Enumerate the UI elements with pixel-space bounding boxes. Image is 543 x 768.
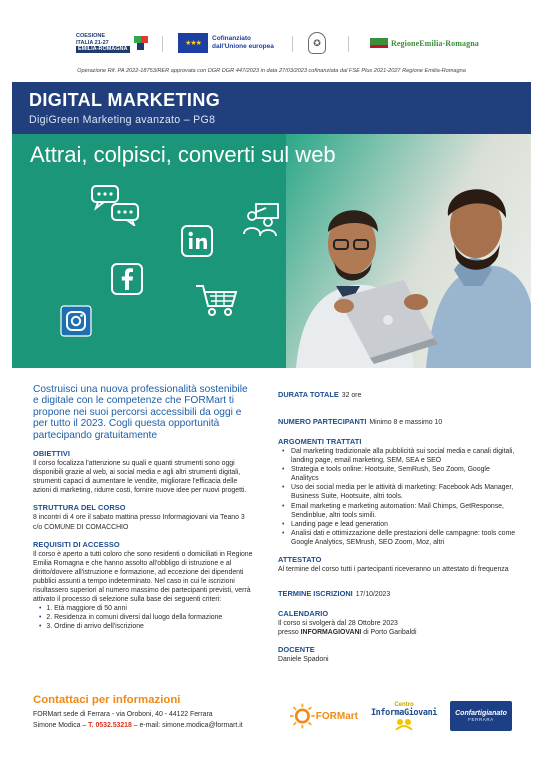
attestato-text: Al termine del corso tutti i partecipanti riceveranno un attestato di frequenza bbox=[278, 566, 509, 574]
list-item: • Landing page e lead generation bbox=[278, 520, 518, 529]
logo-divider bbox=[162, 36, 163, 52]
people-with-laptop-illustration bbox=[286, 174, 531, 368]
hero-tagline: Attrai, colpisci, converti sul web bbox=[30, 142, 336, 167]
operation-reference: Operazione Rif. PA 2022-18753/RER approvata con DGR DGR 447/2023 in data 27/03/2023 cofinanziata dal FSE Plus 2021-2027 Regione Emilia-Romagna bbox=[77, 68, 466, 74]
logo-bar bbox=[0, 0, 543, 62]
facebook-icon bbox=[110, 262, 144, 296]
shopping-cart-icon bbox=[194, 282, 240, 318]
contact-email[interactable]: – e-mail: simone.modica@formart.it bbox=[133, 722, 243, 729]
list-item: • Email marketing e marketing automation: Mail Chimps, GetResponse, Sendinblue, altri tools simili. bbox=[278, 502, 518, 520]
struttura-text: 8 incontri di 4 ore il sabato mattina presso Informagiovani via Teano 3 c/o COMUNE DI COMACCHIO bbox=[33, 514, 245, 531]
contact-phone[interactable]: T. 0532.53218 bbox=[88, 722, 132, 729]
confartigianato-wordmark: Confartigianato bbox=[455, 710, 507, 717]
formart-wordmark: FORMart bbox=[315, 710, 358, 722]
calendario-line-1: Il corso si svolgerà dal 28 Ottobre 2023 bbox=[278, 620, 398, 628]
coesione-line-1: COESIONE bbox=[76, 33, 106, 40]
right-column bbox=[278, 384, 518, 664]
informagiovani-logo bbox=[364, 696, 444, 736]
logo-divider bbox=[348, 36, 349, 52]
coesione-line-2: ITALIA 21-27 bbox=[76, 39, 109, 46]
hero-banner bbox=[12, 134, 531, 368]
requisiti-heading: REQUISITI DI ACCESSO bbox=[33, 539, 120, 549]
eu-flag-icon: ★★★ bbox=[178, 33, 208, 53]
course-title: DIGITAL MARKETING bbox=[29, 90, 221, 110]
informagiovani-figure-icon bbox=[394, 718, 414, 730]
logo-divider bbox=[292, 36, 293, 52]
informagiovani-wordmark: InformaGiovani bbox=[370, 708, 438, 718]
termine-value: 17/10/2023 bbox=[355, 591, 391, 599]
partecipanti-row bbox=[278, 411, 518, 429]
partecipanti-value: Minimo 8 e massimo 10 bbox=[369, 419, 443, 426]
confartigianato-logo bbox=[450, 701, 512, 731]
list-item: • 2. Residenza in comuni diversi dal luogo della formazione bbox=[33, 613, 253, 622]
argomenti-list bbox=[278, 447, 518, 547]
left-column bbox=[33, 384, 253, 631]
team-meeting-icon bbox=[242, 202, 286, 238]
list-item: • Strategia e tools online: Hootsuite, SemRush, Seo Zoom, Google Analitycs bbox=[278, 465, 518, 483]
partecipanti-label: NUMERO PARTECIPANTI bbox=[278, 417, 367, 426]
coesione-mark-icon bbox=[134, 36, 148, 50]
list-item: • 1. Età maggiore di 50 anni bbox=[33, 604, 253, 613]
instagram-icon bbox=[60, 305, 92, 337]
docente-heading: DOCENTE bbox=[278, 645, 315, 655]
coesione-line-3: EMILIA-ROMAGNA bbox=[78, 46, 128, 53]
attestato-heading: ATTESTATO bbox=[278, 555, 322, 565]
repubblica-italiana-logo bbox=[308, 30, 326, 56]
calendario-heading: CALENDARIO bbox=[278, 609, 329, 619]
durata-row bbox=[278, 384, 518, 402]
informagiovani-centro: Centro bbox=[394, 702, 414, 708]
contact-heading: Contattaci per informazioni bbox=[33, 694, 181, 706]
obiettivi-text: Il corso focalizza l'attenzione su quali e quanti strumenti sono oggi disponibili grazie al web, ai social media e agli altri strumenti digitali, strumenti capaci di aumentare le vendite, migliorare l'efficacia delle azioni di marketing, ridurre costi, fornire nuove idee per nuovi progetti. bbox=[33, 460, 247, 495]
termine-label: TERMINE ISCRIZIONI bbox=[278, 589, 353, 599]
calendario-place: INFORMAGIOVANI bbox=[300, 629, 362, 637]
eu-line-1: Cofinanziato bbox=[212, 35, 251, 42]
calendario-city: di Porto Garibaldi bbox=[363, 629, 417, 637]
rer-mark-icon bbox=[370, 38, 388, 48]
formart-sun-icon bbox=[290, 701, 315, 731]
contact-address: FORMart sede di Ferrara - via Oroboni, 40 - 44122 Ferrara bbox=[33, 711, 213, 718]
obiettivi-heading: OBIETTIVI bbox=[33, 449, 71, 459]
course-subtitle: DigiGreen Marketing avanzato – PG8 bbox=[29, 114, 216, 126]
course-header bbox=[12, 82, 531, 134]
calendario-line-2 bbox=[278, 628, 518, 637]
termine-row bbox=[278, 583, 518, 601]
list-item: • 3. Ordine di arrivo dell'iscrizione bbox=[33, 622, 253, 631]
list-item: • Uso dei social media per le attività di marketing: Facebook Ads Manager, Business Suite, Hootsuite, altri tools. bbox=[278, 483, 518, 501]
selection-criteria-list bbox=[33, 604, 253, 631]
list-item: • Dal marketing tradizionale alla pubblicità sui social media e canali digitali, landing page, email marketing, SEM, SEA e SEO bbox=[278, 447, 518, 465]
argomenti-heading: ARGOMENTI TRATTATI bbox=[278, 437, 362, 446]
italian-emblem-icon: ✪ bbox=[308, 32, 326, 54]
docente-name: Daniele Spadoni bbox=[278, 656, 329, 664]
struttura-heading: STRUTTURA DEL CORSO bbox=[33, 503, 126, 513]
regione-emilia-romagna-logo bbox=[370, 30, 479, 56]
formart-logo bbox=[290, 696, 358, 736]
chat-bubbles-icon bbox=[90, 184, 142, 226]
requisiti-text: Il corso è aperto a tutti coloro che sono residenti o domiciliati in Regione Emilia Romagna e che hanno assolto all'obbligo di istruzione e al diritto/dovere all'istruzione e formazione, ad eccezione dei dipendenti pubblici assunti a tempo indeterminato. Nel caso in cui le iscrizioni risultassero superiori al numero massimo dei partecipanti previsti, verrà attivato il processo di selezione sulla base dei seguenti criteri: bbox=[33, 550, 253, 604]
confartigianato-sub: FERRARA bbox=[468, 717, 494, 722]
eu-line-2: dall'Unione europea bbox=[212, 43, 274, 50]
contact-person: Simone Modica – bbox=[33, 722, 87, 729]
list-item: • Analisi dati e ottimizzazione delle prestazioni delle campagne: tools come Google Analytics, SEMrush, SEO Zoom, Moz, altri bbox=[278, 529, 518, 547]
durata-label: DURATA TOTALE bbox=[278, 390, 339, 399]
calendario-presso: presso bbox=[278, 629, 299, 637]
rer-name: RegioneEmilia-Romagna bbox=[391, 38, 479, 48]
coesione-italia-logo bbox=[76, 30, 148, 56]
contact-details bbox=[33, 722, 243, 729]
intro-paragraph: Costruisci una nuova professionalità sostenibile e digitale con le competenze che FORMart ti propone nei suoi percorsi accessibili da oggi e per tutto il 2023. Cogli questa opportunità partecipando gratuitamente bbox=[33, 384, 248, 441]
durata-value: 32 ore bbox=[341, 392, 362, 399]
linkedin-icon bbox=[180, 224, 214, 258]
eu-cofinanced-logo bbox=[178, 30, 274, 56]
